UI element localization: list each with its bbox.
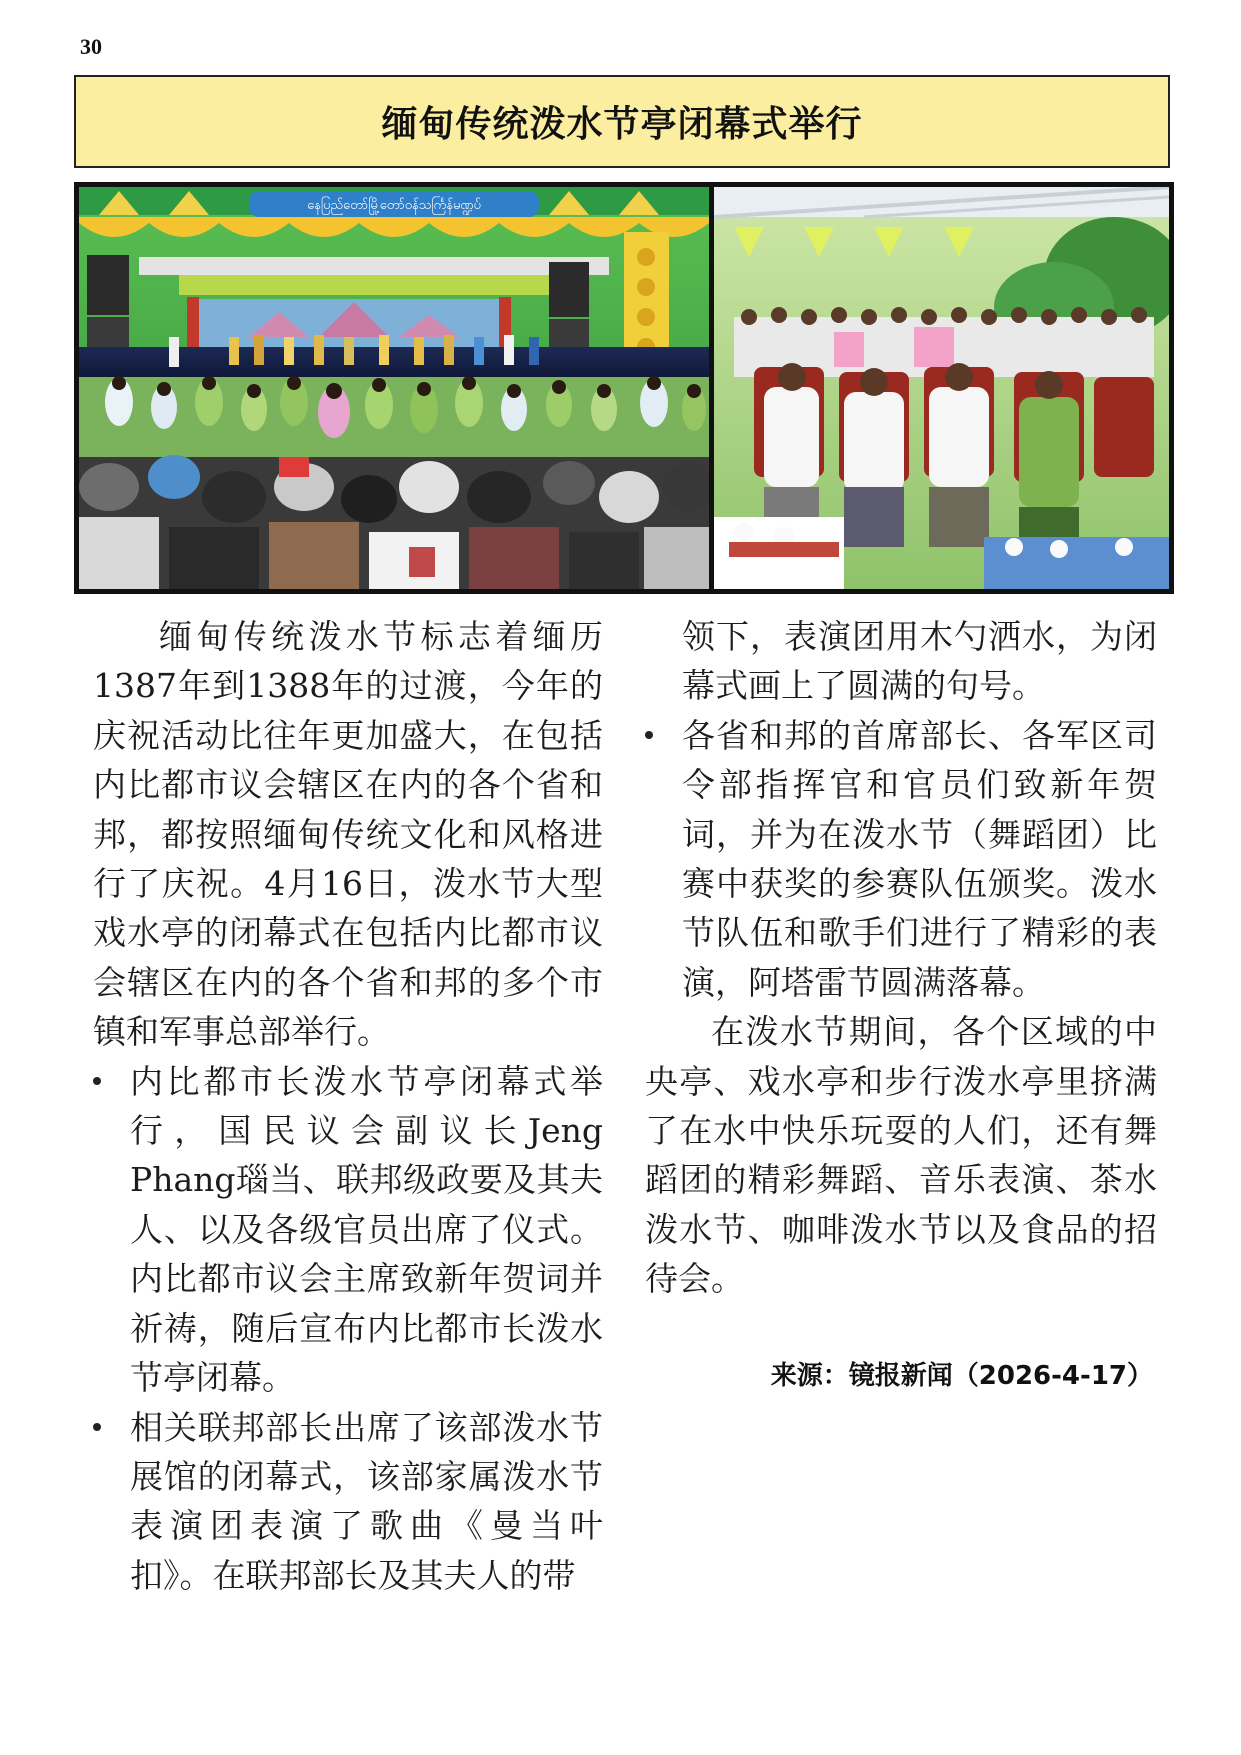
intro-paragraph: 缅甸传统泼水节标志着缅历1387年到1388年的过渡，今年的庆祝活动比往年更加盛大，在包括内比都市议会辖区在内的各个省和邦，都按照缅甸传统文化和风格进行了庆祝。4月16日，泼水节大型戏水亭的闭幕式在包括内比都市议会辖区在内的各个省和邦的多个市镇和军事总部举行。	[93, 617, 603, 1052]
left-column	[93, 612, 603, 1600]
bullet-text: 内比都市长泼水节亭闭幕式举行，国民议会副议长Jeng Phang瑙当、联邦级政要及其夫人、以及各级官员出席了仪式。内比都市议会主席致新年贺词并祈祷，随后宣布内比都市长泼水节亭闭幕。	[130, 1061, 603, 1398]
bullet-list-right	[645, 612, 1157, 1007]
photo-officials-seated	[714, 187, 1169, 589]
bullet-item-continuation	[645, 612, 1157, 711]
photo-stage-performance	[79, 187, 709, 589]
bullet-item-closing-ceremony	[93, 1057, 603, 1403]
article-title: 缅甸传统泼水节亭闭幕式举行	[381, 104, 863, 145]
bullet-icon	[93, 1423, 101, 1431]
title-banner	[74, 75, 1170, 168]
right-column	[645, 612, 1157, 1401]
banner-burmese-text: နေပြည်တော်မြို့တော်ဝန်သင်္ကြန်မဏ္ဍပ်	[307, 198, 481, 213]
bullet-item-ministry-pavilion	[93, 1403, 603, 1601]
bullet-item-chief-ministers	[645, 711, 1157, 1007]
source-credit: 来源：镜报新闻（2026-4-17）	[770, 1360, 1153, 1391]
bullet-text: 各省和邦的首席部长、各军区司令部指挥官和官员们致新年贺词，并为在泼水节（舞蹈团）比赛中获奖的参赛队伍颁奖。泼水节队伍和歌手们进行了精彩的表演，阿塔雷节圆满落幕。	[682, 715, 1157, 1002]
bullet-list-left	[93, 1057, 603, 1600]
bullet-icon	[645, 731, 653, 739]
page-number: 30	[80, 34, 102, 59]
closing-paragraph: 在泼水节期间，各个区域的中央亭、戏水亭和步行泼水亭里挤满了在水中快乐玩耍的人们，还有舞蹈团的精彩舞蹈、音乐表演、茶水泼水节、咖啡泼水节以及食品的招待会。	[645, 1012, 1157, 1299]
bullet-icon	[93, 1077, 101, 1085]
bullet-text: 相关联邦部长出席了该部泼水节展馆的闭幕式，该部家属泼水节表演团表演了歌曲《曼当叶扣》。在联邦部长及其夫人的带	[130, 1407, 603, 1595]
photo-strip	[74, 182, 1174, 594]
bullet-text: 领下，表演团用木勺洒水，为闭幕式画上了圆满的句号。	[682, 617, 1157, 706]
